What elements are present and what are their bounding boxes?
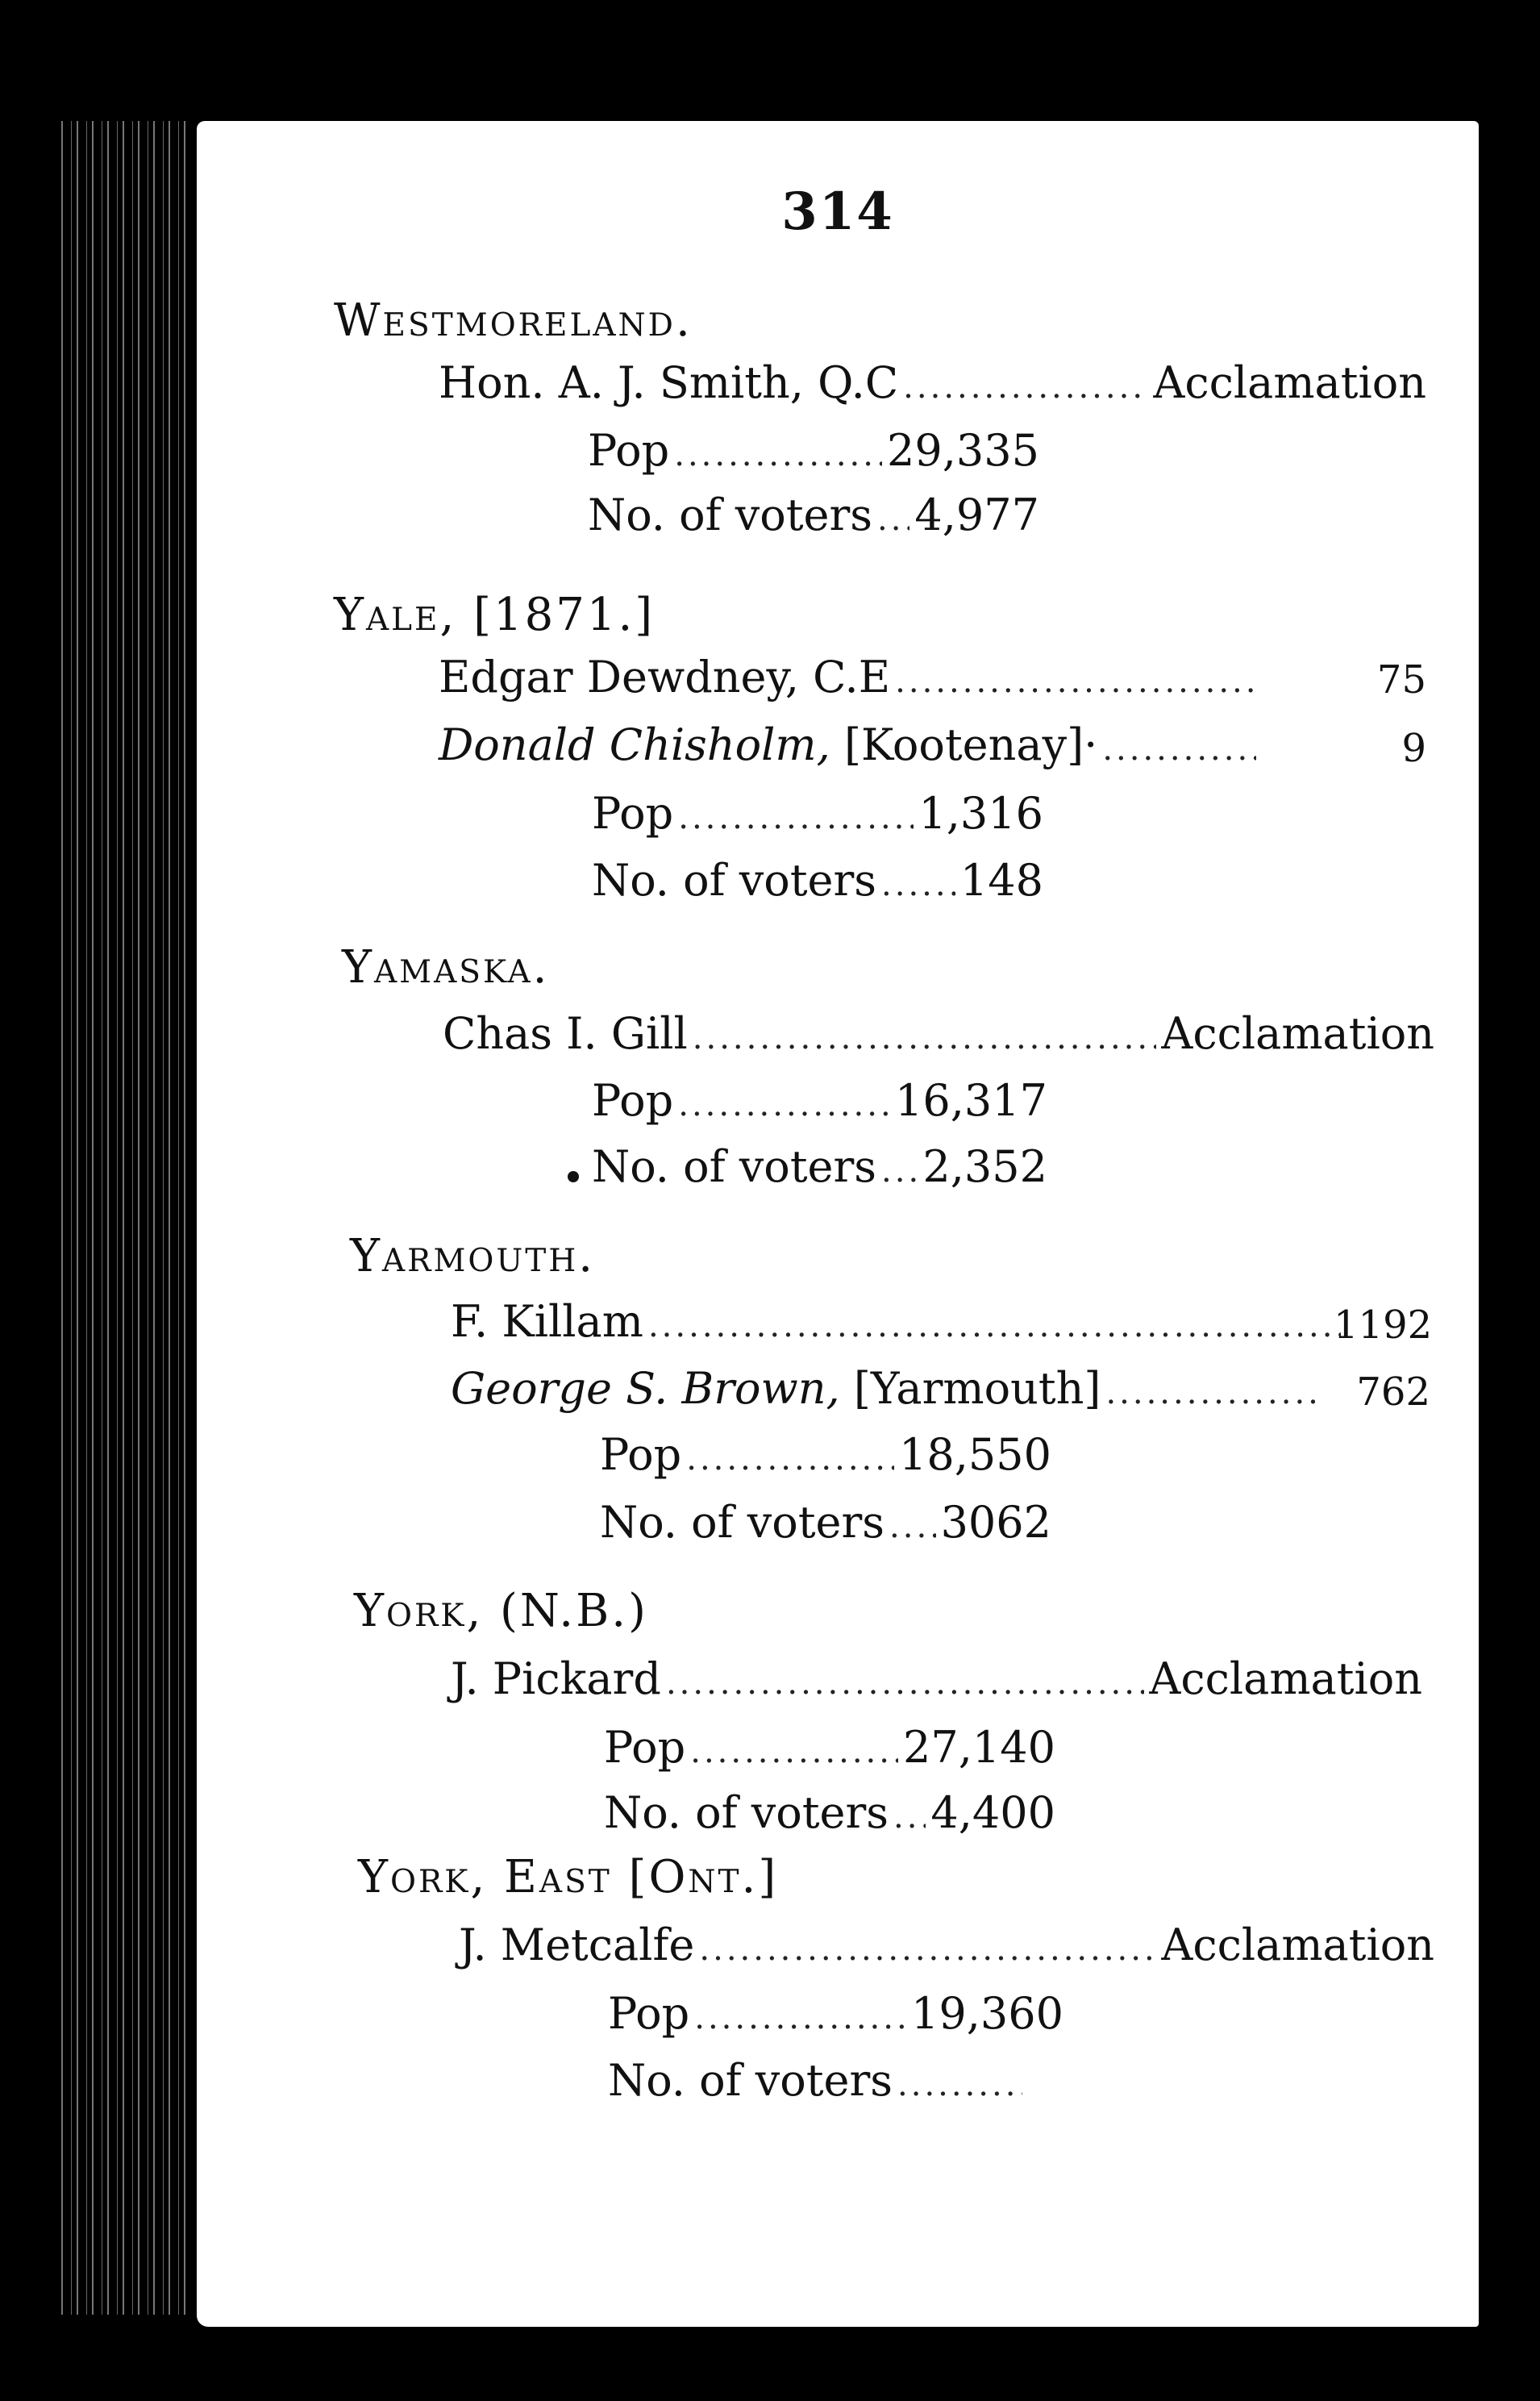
population-line — [600, 1429, 1051, 1480]
population-label: Pop — [588, 425, 670, 476]
population-line — [592, 1075, 1047, 1126]
candidate-name-italic: George S. Brown, — [451, 1363, 840, 1414]
vote-count: 9 — [1401, 726, 1426, 771]
dot-leader — [674, 436, 882, 473]
candidate-name — [439, 719, 1097, 770]
population-value: 18,550 — [899, 1429, 1051, 1480]
candidate-name — [451, 1363, 1101, 1414]
book-spine-edge — [56, 121, 194, 2315]
population-line — [608, 1988, 1063, 2039]
population-value: 29,335 — [887, 425, 1039, 476]
dot-leader — [666, 1665, 1144, 1702]
dot-leader — [881, 866, 955, 903]
population-label: Pop — [592, 788, 674, 839]
constituency-heading: Yamaska. — [342, 941, 550, 994]
candidate-line — [451, 1363, 1321, 1414]
population-label: Pop — [592, 1075, 674, 1126]
constituency-heading: York, East [Ont.] — [358, 1851, 779, 1903]
voters-value: 2,352 — [922, 1141, 1047, 1192]
voters-line — [588, 490, 1039, 540]
dot-leader — [877, 501, 909, 538]
constituency-heading: Westmoreland. — [334, 294, 693, 347]
candidate-line — [439, 652, 1261, 702]
vote-count: 762 — [1356, 1369, 1430, 1415]
dot-leader — [1105, 1374, 1317, 1411]
population-value: 19,360 — [911, 1988, 1063, 2039]
population-line — [604, 1722, 1055, 1773]
voters-line — [592, 855, 1043, 906]
candidate-name: J. Metcalfe — [459, 1920, 695, 1970]
dot-leader — [1102, 731, 1256, 768]
constituency-heading: Yarmouth. — [350, 1230, 596, 1282]
dot-leader — [690, 1733, 898, 1770]
candidate-line — [439, 719, 1261, 770]
voters-label: No. of voters — [600, 1497, 885, 1548]
constituency-heading: York, (N.B.) — [354, 1585, 648, 1637]
dot-leader — [893, 1799, 926, 1836]
voters-label: No. of voters — [592, 855, 877, 906]
dot-leader — [889, 1508, 936, 1545]
candidate-name: J. Pickard — [451, 1653, 661, 1704]
candidate-name: Hon. A. J. Smith, Q.C — [439, 357, 899, 408]
voters-label: No. of voters — [588, 490, 873, 540]
constituency-heading: Yale, [1871.] — [334, 589, 656, 641]
candidate-name-rest: [Kootenay]· — [830, 719, 1098, 770]
candidate-line — [451, 1296, 1346, 1347]
candidate-line — [459, 1920, 1434, 1970]
voters-value: 3062 — [940, 1497, 1051, 1548]
dot-leader — [903, 369, 1148, 406]
voters-line — [592, 1141, 1047, 1192]
voters-line — [608, 2055, 1027, 2106]
candidate-line — [443, 1008, 1434, 1059]
candidate-name: Chas I. Gill — [443, 1008, 688, 1059]
population-value: 1,316 — [918, 788, 1043, 839]
dot-leader — [699, 1931, 1156, 1968]
candidate-name-italic: Donald Chisholm, — [439, 719, 830, 770]
dot-leader — [895, 663, 1256, 700]
dot-leader — [648, 1307, 1341, 1344]
candidate-name: F. Killam — [451, 1296, 643, 1347]
election-result: Acclamation — [1161, 1920, 1434, 1970]
election-result: Acclamation — [1161, 1008, 1434, 1059]
candidate-name: Edgar Dewdney, C.E — [439, 652, 891, 702]
population-label: Pop — [600, 1429, 682, 1480]
voters-value: 148 — [959, 855, 1043, 906]
population-label: Pop — [604, 1722, 686, 1773]
voters-line — [604, 1787, 1055, 1838]
voters-value: 4,977 — [914, 490, 1039, 540]
population-value: 16,317 — [895, 1075, 1047, 1126]
dot-leader — [694, 1999, 906, 2036]
dot-leader — [897, 2066, 1022, 2103]
population-line — [588, 425, 1039, 476]
voters-value: 4,400 — [930, 1787, 1055, 1838]
population-value: 27,140 — [903, 1722, 1055, 1773]
dot-leader — [686, 1440, 894, 1478]
ink-speck — [568, 1171, 579, 1182]
population-line — [592, 788, 1043, 839]
candidate-name-rest: [Yarmouth] — [839, 1363, 1101, 1414]
election-result: Acclamation — [1149, 1653, 1422, 1704]
candidate-line — [439, 357, 1426, 408]
vote-count: 1192 — [1334, 1303, 1433, 1348]
voters-label: No. of voters — [608, 2055, 893, 2106]
book-page — [197, 121, 1479, 2327]
vote-count: 75 — [1376, 657, 1426, 702]
dot-leader — [678, 1086, 890, 1123]
page-number: 314 — [781, 181, 894, 242]
voters-label: No. of voters — [604, 1787, 889, 1838]
voters-line — [600, 1497, 1051, 1548]
candidate-line — [451, 1653, 1422, 1704]
population-label: Pop — [608, 1988, 690, 2039]
voters-label: No. of voters — [592, 1141, 877, 1192]
dot-leader — [881, 1153, 918, 1190]
dot-leader — [693, 1019, 1157, 1057]
dot-leader — [678, 799, 914, 836]
election-result: Acclamation — [1153, 357, 1426, 408]
